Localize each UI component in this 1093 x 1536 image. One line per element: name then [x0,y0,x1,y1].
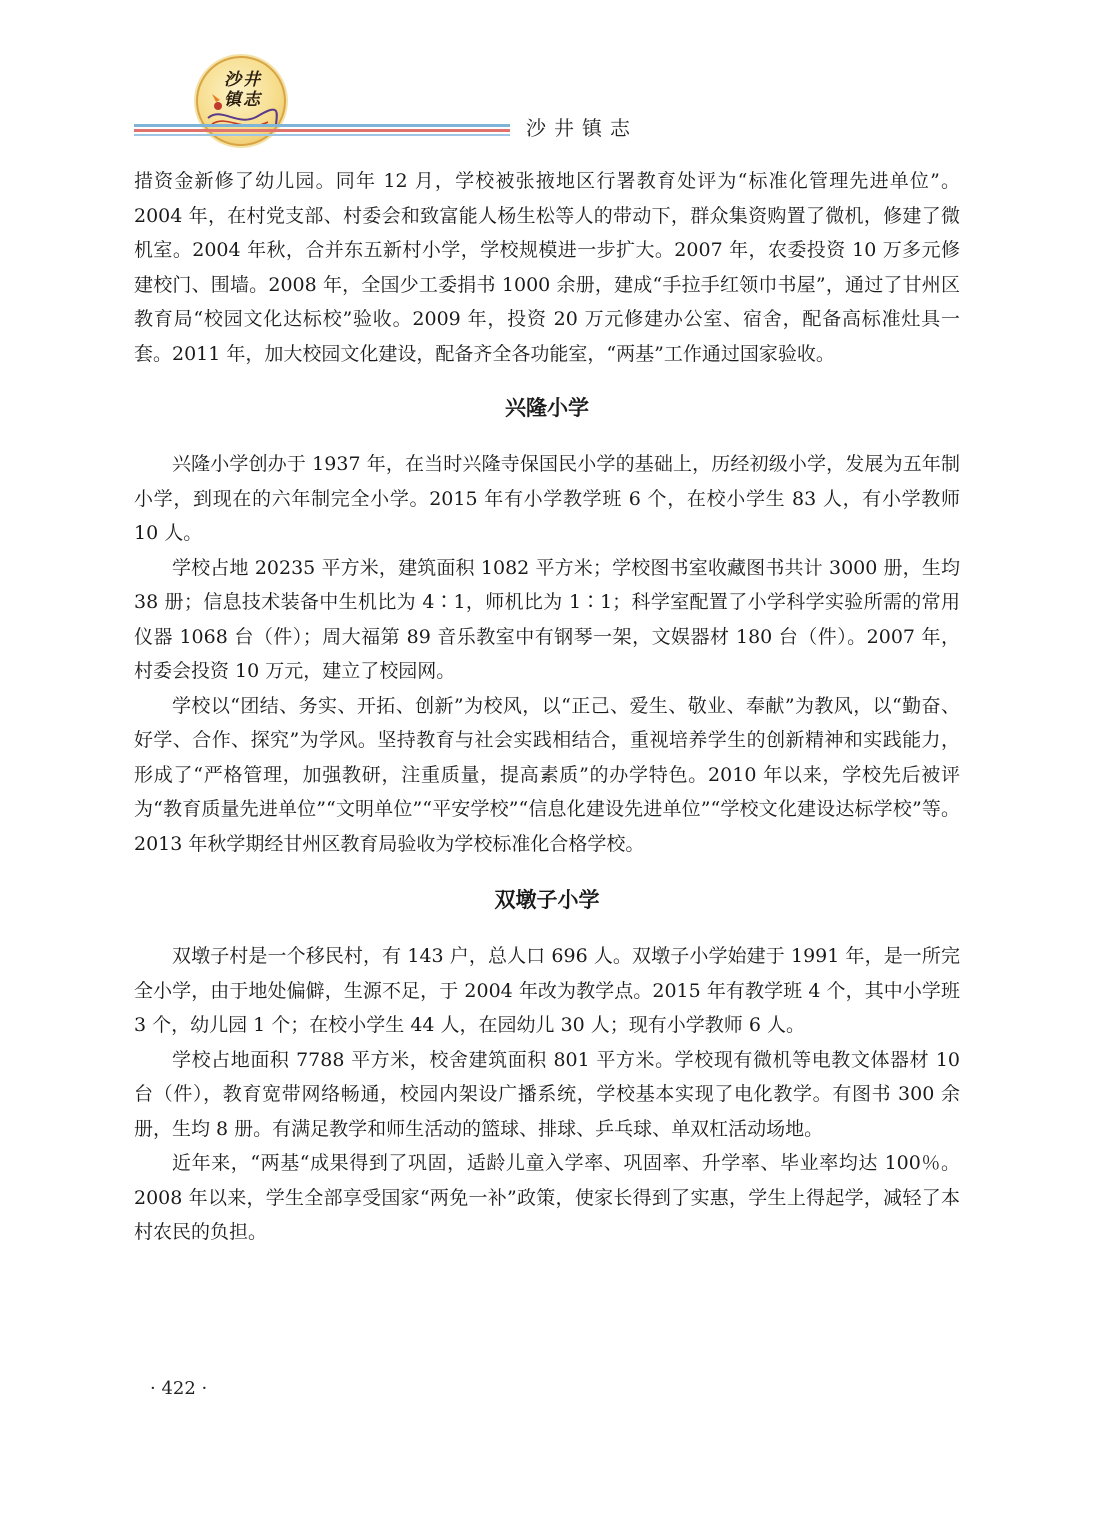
running-title: 沙井镇志 [526,116,638,140]
continued-paragraph: 措资金新修了幼儿园。同年 12 月，学校被张掖地区行署教育处评为“标准化管理先进单位”。2004 年，在村党支部、村委会和致富能人杨生松等人的带动下，群众集资购置了微机，修建了微机室。2004 年秋，合并东五新村小学，学校规模进一步扩大。2007 年，农委投资 10 万多元修建校门、围墙。2008 年，全国少工委捐书 1000 余册，建成“手拉手红领巾书屋”，通过了甘州区教育局“校园文化达标校”验收。2009 年，投资 20 万元修建办公室、宿舍，配备高标准灶具一套。2011 年，加大校园文化建设，配备齐全各功能室，“两基”工作通过国家验收。 [134,170,960,365]
paragraph: 双墩子村是一个移民村，有 143 户，总人口 696 人。双墩子小学始建于 1991 年，是一所完全小学，由于地处偏僻，生源不足，于 2004 年改为教学点。2015 年有教学班 4 个，其中小学班 3 个，幼儿园 1 个；在校小学生 44 人，在园幼儿 30 人；现有小学教师 6 人。 [134,945,960,1036]
paragraph: 学校占地面积 7788 平方米，校舍建筑面积 801 平方米。学校现有微机等电教文体器材 10 台（件），教育宽带网络畅通，校园内架设广播系统，学校基本实现了电化教学。有图书 300 余册，生均 8 册。有满足教学和师生活动的篮球、排球、乒乓球、单双杠活动场地。 [134,1048,960,1140]
section-heading-xinglong: 兴隆小学 [505,396,589,420]
page-body [134,164,960,1250]
gazetteer-logo [196,56,286,146]
header-rule-blue-lower [134,134,510,136]
paragraph: 兴隆小学创办于 1937 年，在当时兴隆寺保国民小学的基础上，历经初级小学，发展为五年制小学，到现在的六年制完全小学。2015 年有小学教学班 6 个，在校小学生 83 人，有小学教师 10 人。 [134,453,960,544]
page-header [0,0,1093,160]
page-number: · 422 · [150,1378,208,1399]
paragraph: 近年来，“两基“成果得到了巩固，适龄儿童入学率、巩固率、升学率、毕业率均达 100％。2008 年以来，学生全部享受国家“两免一补”政策，使家长得到了实惠，学生上得起学，减轻了本村农民的负担。 [134,1152,960,1243]
paragraph: 学校以“团结、务实、开拓、创新”为校风，以“正己、爱生、敬业、奉献”为教风，以“勤奋、好学、合作、探究”为学风。坚持教育与社会实践相结合，重视培养学生的创新精神和实践能力，形成了“严格管理，加强教研，注重质量，提高素质”的办学特色。2010 年以来，学校先后被评为“教育质量先进单位”“文明单位”“平安学校”“信息化建设先进单位”“学校文化建设达标学校”等。2013 年秋学期经甘州区教育局验收为学校标准化合格学校。 [134,694,960,855]
paragraph: 学校占地 20235 平方米，建筑面积 1082 平方米；学校图书室收藏图书共计 3000 册，生均 38 册；信息技术装备中生机比为 4∶1，师机比为 1∶1；科学室配置了小学科学实验所需的常用仪器 1068 台（件）；周大福第 89 音乐教室中有钢琴一架，文娱器材 180 台（件）。2007 年，村委会投资 10 万元，建立了校园网。 [134,556,960,682]
logo-title: 沙井镇志 [224,70,262,110]
section-heading-shuangdunzi: 双墩子小学 [494,888,600,912]
header-rule-blue [134,124,510,127]
header-rule-red [134,129,510,132]
